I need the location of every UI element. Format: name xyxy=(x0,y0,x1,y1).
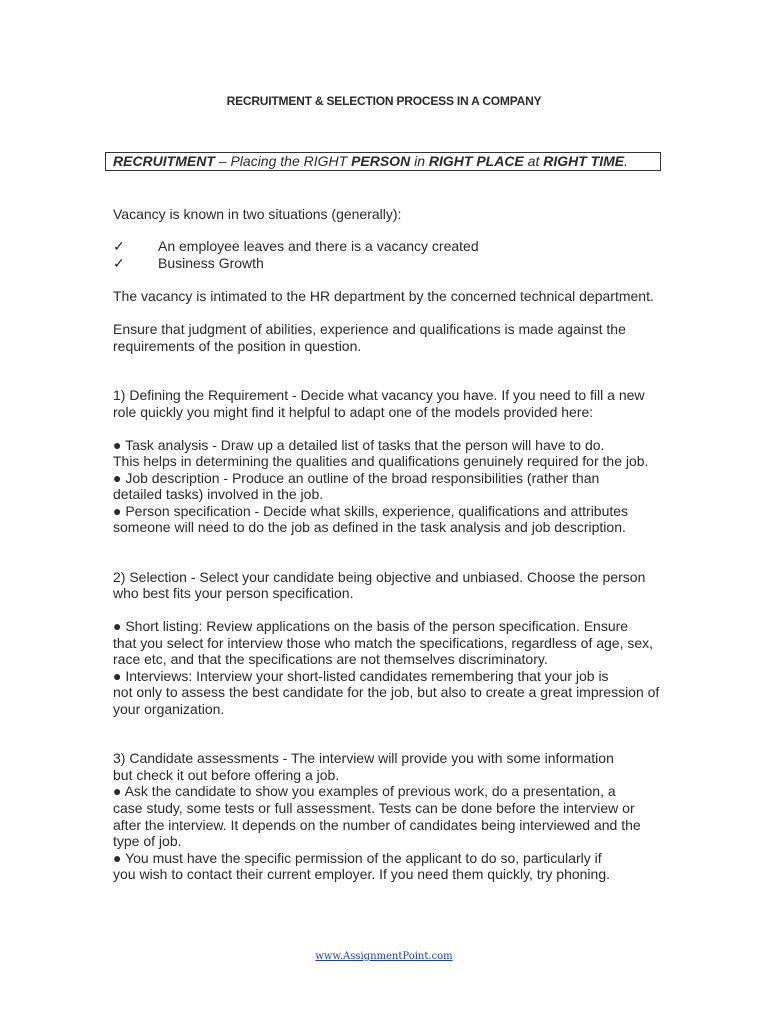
vacancy-item xyxy=(113,255,264,272)
task-analysis-line: ● Task analysis - Draw up a detailed list of tasks that the person will have to do. xyxy=(113,437,605,453)
permission-line: ● You must have the specific permission of the applicant to do so, particularly if xyxy=(113,850,602,866)
definition-text: . xyxy=(624,153,629,169)
intimated-paragraph: The vacancy is intimated to the HR department by the concerned technical department. xyxy=(113,288,654,304)
short-listing-line: race etc, and that the specifications are not themselves discriminatory. xyxy=(113,651,548,667)
short-listing-line: that you select for interview those who match the specifications, regardless of age, sex, xyxy=(113,635,654,651)
assessment-line: case study, some tests or full assessment. Tests can be done before the interview or xyxy=(113,800,635,816)
definition-person: PERSON xyxy=(351,153,411,169)
check-icon: ✓ xyxy=(113,255,125,271)
short-listing-line: ● Short listing: Review applications on the basis of the person specification. Ensure xyxy=(113,618,629,634)
vacancy-intro: Vacancy is known in two situations (generally): xyxy=(113,206,402,222)
definition-place: RIGHT PLACE xyxy=(428,153,524,169)
assessment-line: ● Ask the candidate to show you examples of previous work, do a presentation, a xyxy=(113,783,616,799)
vacancy-item-text: Business Growth xyxy=(158,255,264,271)
task-analysis-line: This helps in determining the qualities and qualifications genuinely required for the job. xyxy=(113,453,649,469)
definition-term: RECRUITMENT xyxy=(113,153,215,169)
section2-heading-line: 2) Selection - Select your candidate being objective and unbiased. Choose the person xyxy=(113,569,646,585)
definition-time: RIGHT TIME xyxy=(543,153,625,169)
job-description-line: detailed tasks) involved in the job. xyxy=(113,486,324,502)
section2-heading-line: who best fits your person specification. xyxy=(113,585,354,601)
assessment-line: after the interview. It depends on the number of candidates being interviewed and the xyxy=(113,817,641,833)
interviews-line: your organization. xyxy=(113,701,225,717)
footer-link[interactable]: www.AssignmentPoint.com xyxy=(315,951,453,962)
check-icon: ✓ xyxy=(113,238,125,254)
section1-heading-line: 1) Defining the Requirement - Decide what vacancy you have. If you need to fill a new xyxy=(113,387,645,403)
definition-text: – Placing the RIGHT xyxy=(214,153,352,169)
ensure-paragraph-line: requirements of the position in question. xyxy=(113,338,362,354)
vacancy-item xyxy=(113,238,479,255)
ensure-paragraph-line: Ensure that judgment of abilities, experience and qualifications is made against the xyxy=(113,321,626,337)
section1-heading-line: role quickly you might find it helpful to adapt one of the models provided here: xyxy=(113,404,594,420)
job-description-line: ● Job description - Produce an outline of the broad responsibilities (rather than xyxy=(113,470,600,486)
definition-text: at xyxy=(523,153,544,169)
section3-heading-line: 3) Candidate assessments - The interview will provide you with some information xyxy=(113,750,614,766)
vacancy-item-text: An employee leaves and there is a vacancy created xyxy=(158,238,479,254)
document-title: RECRUITMENT & SELECTION PROCESS IN A COMPANY xyxy=(226,94,542,108)
assessment-line: type of job. xyxy=(113,833,182,849)
recruitment-definition-box xyxy=(105,152,661,171)
person-specification-line: someone will need to do the job as defined in the task analysis and job description. xyxy=(113,519,626,535)
person-specification-line: ● Person specification - Decide what skills, experience, qualifications and attributes xyxy=(113,503,629,519)
interviews-line: not only to assess the best candidate for the job, but also to create a great impression of xyxy=(113,684,660,700)
interviews-line: ● Interviews: Interview your short-listed candidates remembering that your job is xyxy=(113,668,609,684)
definition-text: in xyxy=(410,153,429,169)
section3-heading-line: but check it out before offering a job. xyxy=(113,767,340,783)
permission-line: you wish to contact their current employer. If you need them quickly, try phoning. xyxy=(113,866,610,882)
